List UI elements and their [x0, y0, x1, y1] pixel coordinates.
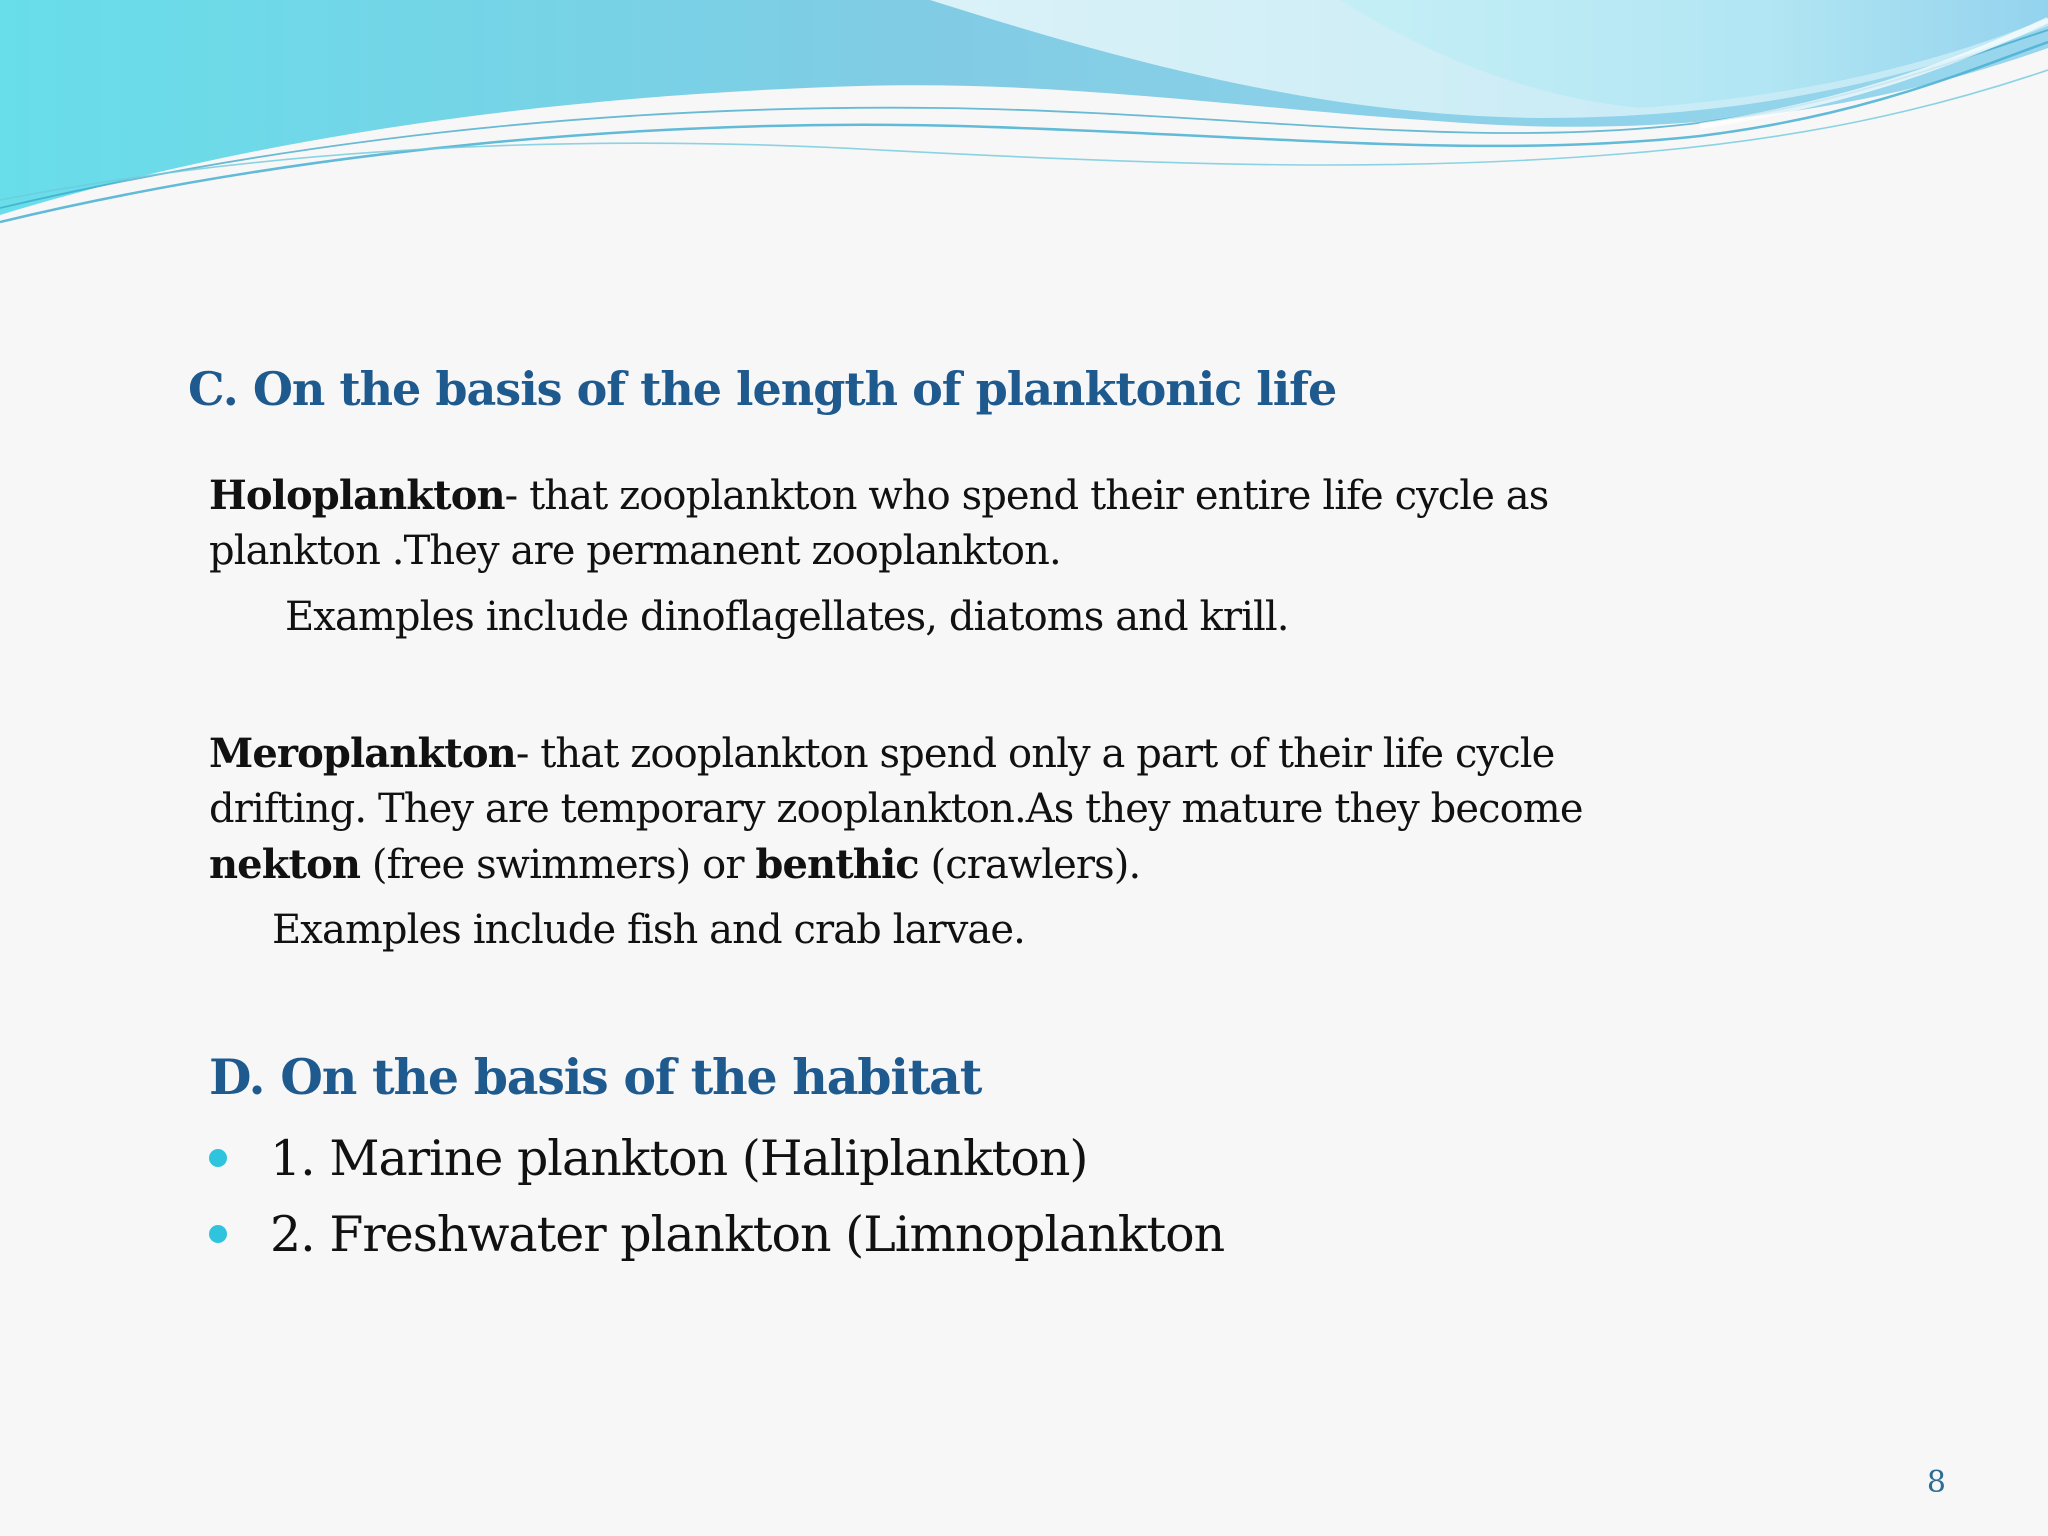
holoplankton-line-1	[209, 468, 1548, 524]
meroplankton-examples: Examples include fish and crab larvae.	[272, 907, 1025, 953]
nekton-term: nekton	[209, 841, 361, 888]
nekton-description: (free swimmers) or	[360, 842, 756, 888]
page-number: 8	[1926, 1465, 1946, 1500]
bullet-text-freshwater: 2. Freshwater plankton (Limnoplankton	[270, 1205, 1225, 1263]
holoplankton-line-1-rest: - that zooplankton who spend their entire life cycle as	[504, 473, 1549, 519]
holoplankton-term: Holoplankton	[209, 472, 505, 519]
list-item	[209, 1196, 1224, 1272]
heading-basis-of-habitat: D. On the basis of the habitat	[209, 1048, 982, 1106]
header-wave-decoration	[0, 0, 2048, 240]
holoplankton-line-2: plankton .They are permanent zooplankton.	[209, 528, 1061, 574]
list-item	[209, 1120, 1224, 1196]
bullet-text-marine: 1. Marine plankton (Haliplankton)	[270, 1129, 1088, 1187]
meroplankton-term: Meroplankton	[209, 730, 516, 777]
benthic-description: (crawlers).	[918, 842, 1141, 888]
benthic-term: benthic	[755, 841, 919, 888]
meroplankton-definition	[209, 726, 1583, 893]
holoplankton-examples: Examples include dinoflagellates, diatoms and krill.	[285, 594, 1289, 640]
bullet-dot-icon	[209, 1149, 227, 1167]
heading-length-of-planktonic-life: C. On the basis of the length of planktonic life	[188, 362, 1337, 416]
bullet-dot-icon	[209, 1225, 227, 1243]
habitat-bullet-list	[209, 1120, 1224, 1272]
meroplankton-line-3	[209, 837, 1583, 893]
meroplankton-line-1	[209, 726, 1583, 782]
meroplankton-line-1-rest: - that zooplankton spend only a part of their life cycle	[515, 731, 1555, 777]
holoplankton-definition	[209, 468, 1548, 579]
meroplankton-line-2: drifting. They are temporary zooplankton.As they mature they become	[209, 786, 1583, 832]
